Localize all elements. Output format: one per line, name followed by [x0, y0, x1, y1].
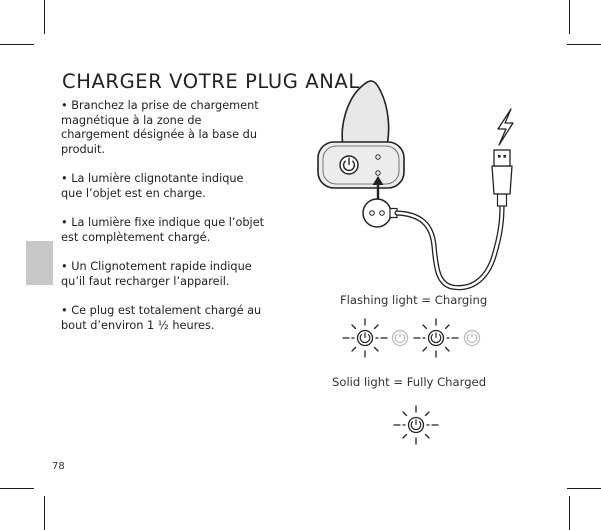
light-on-icon	[414, 319, 458, 357]
charge-contact	[376, 171, 380, 175]
light-on-icon	[394, 406, 438, 444]
instruction-item: • La lumière clignotante indique que l’objet est en charge.	[61, 172, 244, 200]
plug-base	[318, 142, 404, 188]
plug-body	[342, 81, 388, 150]
instruction-item: • Ce plug est totalement chargé au bout d’environ 1 ½ heures.	[61, 304, 262, 332]
light-on-icon	[343, 319, 387, 357]
usb-plug	[492, 150, 512, 206]
lightning-bolt-icon	[498, 109, 513, 145]
charge-contact	[376, 155, 380, 159]
charging-cable	[397, 206, 502, 288]
instruction-item: • Un Clignotement rapide indique qu’il faut recharger l’appareil.	[61, 260, 252, 288]
light-off-icon	[465, 331, 480, 346]
page-number: 78	[52, 461, 65, 472]
instruction-item: • La lumière fixe indique que l’objet est complètement chargé.	[61, 216, 265, 244]
solid-light-caption: Solid light = Fully Charged	[332, 375, 487, 389]
flashing-light-caption: Flashing light = Charging	[340, 293, 488, 307]
magnetic-connector	[363, 199, 397, 227]
page-title: CHARGER VOTRE PLUG ANAL	[62, 70, 360, 94]
power-icon	[340, 156, 358, 174]
light-off-icon	[393, 331, 408, 346]
instruction-item: • Branchez la prise de chargement magnétique à la zone de chargement désignée à la base du produit.	[61, 99, 259, 156]
